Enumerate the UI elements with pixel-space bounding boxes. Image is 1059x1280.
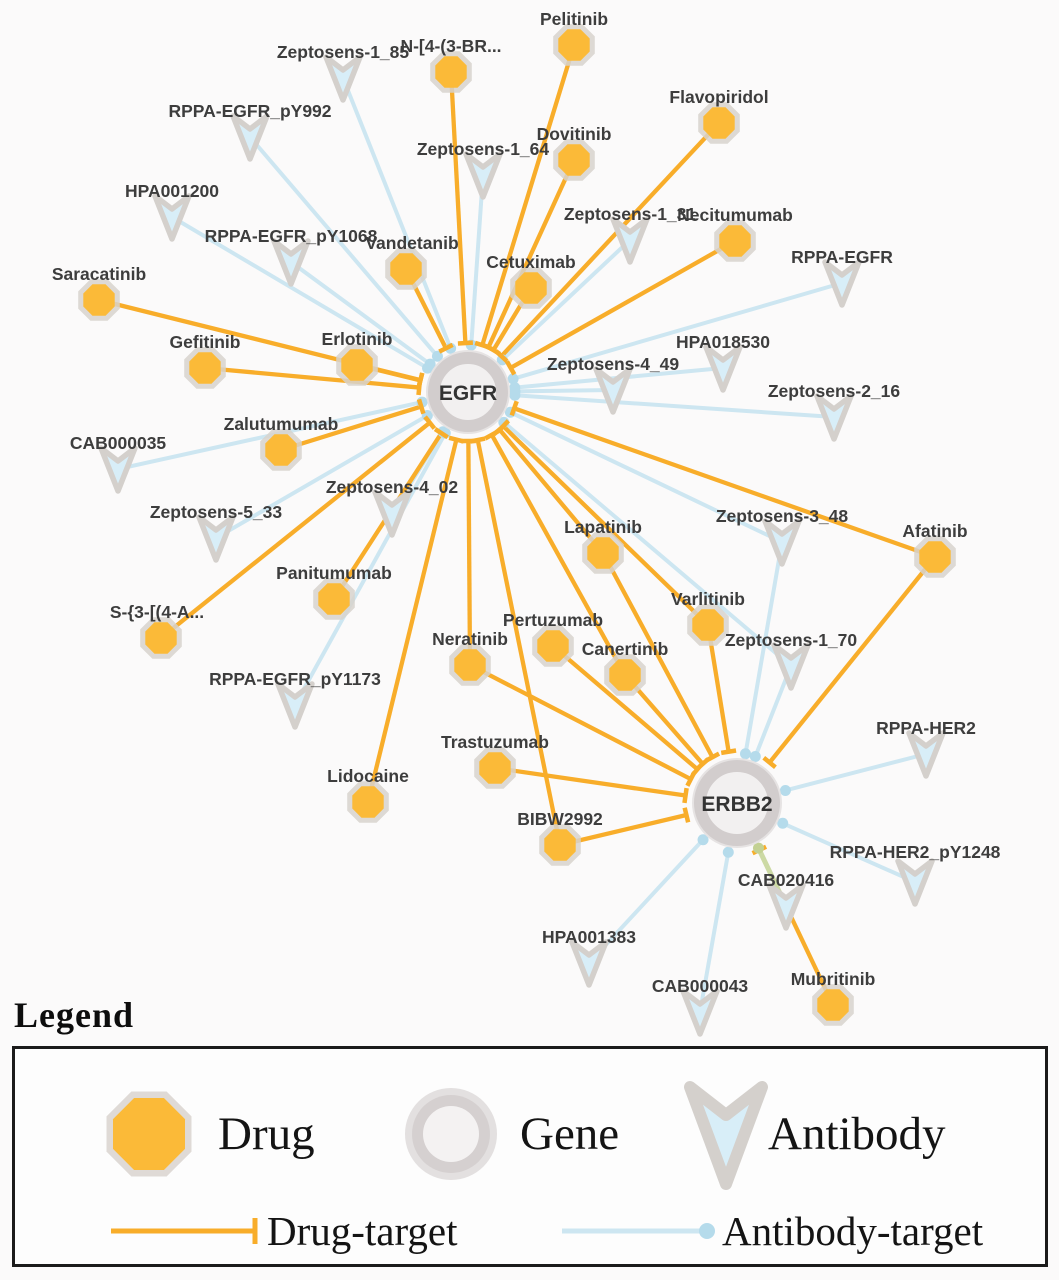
node-label-z1-31: Zeptosens-1_31	[563, 204, 697, 224]
edge-z1-64-egfr	[471, 175, 483, 345]
drug-node-dovitinib	[553, 139, 595, 181]
drug-node-necitumumab	[714, 220, 756, 262]
edge-n4-3br-egfr	[451, 72, 465, 343]
legend-title: Legend	[14, 995, 135, 1035]
legend-antibody-label: Antibody	[768, 1108, 946, 1160]
node-label-cab000043: CAB000043	[651, 976, 749, 996]
node-label-neratinib: Neratinib	[432, 629, 508, 649]
node-label-z1-85: Zeptosens-1_85	[276, 42, 410, 62]
node-label-trastuzumab: Trastuzumab	[441, 732, 549, 752]
node-label-py1068: RPPA-EGFR_pY1068	[204, 226, 378, 246]
drug-node-saracatinib	[78, 279, 120, 321]
dot-z1-70	[750, 751, 761, 762]
antibody-node-cab000035	[101, 448, 135, 491]
antibody-target-edge-icon	[558, 1215, 723, 1247]
edge-trastuzumab-erbb2	[495, 768, 686, 796]
legend-drug-target-label: Drug-target	[267, 1208, 458, 1254]
drug-node-bibw2992	[539, 824, 581, 866]
antibody-node-rppa-egfr	[825, 262, 859, 305]
antibody-node-cab000043	[683, 991, 717, 1034]
node-label-bibw2992: BIBW2992	[517, 809, 603, 829]
node-label-z1-70: Zeptosens-1_70	[724, 630, 858, 650]
node-label-lidocaine: Lidocaine	[327, 766, 409, 786]
antibody-node-rppa-her2	[909, 733, 943, 776]
drug-node-trastuzumab	[474, 747, 516, 789]
drug-node-varlitinib	[687, 604, 729, 646]
node-label-necitumumab: Necitumumab	[677, 205, 793, 225]
node-label-cab000035: CAB000035	[69, 433, 167, 453]
antibody-node-cab020416	[769, 885, 803, 928]
node-label-canertinib: Canertinib	[581, 639, 669, 659]
drug-node-panitumumab	[313, 578, 355, 620]
antibody-node-z3-48	[765, 521, 799, 564]
drug-node-lidocaine	[347, 781, 389, 823]
node-label-gefitinib: Gefitinib	[169, 332, 241, 352]
node-label-hpa018530: HPA018530	[675, 332, 771, 352]
drug-node-neratinib	[449, 644, 491, 686]
gene-label-EGFR: EGFR	[438, 382, 498, 405]
drug-node-mubritinib	[812, 984, 854, 1026]
tee-necitumumab	[507, 361, 514, 374]
node-label-erlotinib: Erlotinib	[321, 329, 393, 349]
node-label-z5-33: Zeptosens-5_33	[149, 502, 283, 522]
drug-node-lapatinib	[582, 532, 624, 574]
node-label-lapatinib: Lapatinib	[564, 517, 642, 537]
tee-trastuzumab	[684, 788, 686, 803]
drug-node-afatinib	[914, 536, 956, 578]
antibody-node-z1-64	[466, 154, 500, 197]
dot-cab000043	[723, 847, 734, 858]
antibody-node-z1-31	[613, 219, 647, 262]
legend-antibody-target-label: Antibody-target	[722, 1208, 984, 1254]
node-label-afatinib: Afatinib	[902, 521, 968, 541]
drug-node-n4-3br	[430, 51, 472, 93]
node-label-saracatinib: Saracatinib	[51, 264, 147, 284]
node-label-zalutumumab: Zalutumumab	[223, 414, 339, 434]
antibody-node-z5-33	[199, 517, 233, 560]
node-label-pertuzumab: Pertuzumab	[502, 610, 604, 630]
node-label-z4-02: Zeptosens-4_02	[325, 477, 459, 497]
drug-node-pertuzumab	[532, 625, 574, 667]
node-label-varlitinib: Varlitinib	[671, 589, 745, 609]
antibody-node-icon	[678, 1077, 774, 1193]
node-label-panitumumab: Panitumumab	[276, 563, 392, 583]
node-labels	[52, 9, 1001, 996]
tee-canertinib	[485, 431, 498, 438]
antibody-node-py1068	[274, 241, 308, 284]
node-label-z3-48: Zeptosens-3_48	[715, 506, 849, 526]
node-label-hpa001383: HPA001383	[541, 927, 637, 947]
node-label-rppa-her2: RPPA-HER2	[876, 718, 976, 738]
antibody-node-z1-85	[326, 57, 360, 100]
antibody-node-z1-70	[774, 645, 808, 688]
drug-node-icon	[101, 1086, 197, 1182]
antibody-node-py1248	[898, 861, 932, 904]
node-label-py1248: RPPA-HER2_pY1248	[829, 842, 1001, 862]
gene-node-icon	[403, 1086, 499, 1182]
tee-n4-3br	[458, 343, 473, 344]
legend-gene-label: Gene	[520, 1108, 620, 1160]
antibody-node-hpa001383	[572, 942, 606, 985]
node-label-cetuximab: Cetuximab	[486, 252, 576, 272]
antibody-node-py1173	[278, 684, 312, 727]
node-label-z2-16: Zeptosens-2_16	[767, 381, 901, 401]
dot-rppa-her2	[780, 785, 791, 796]
drug-node-cetuximab	[510, 267, 552, 309]
node-label-z4-49: Zeptosens-4_49	[546, 354, 680, 374]
drug-node-canertinib	[604, 654, 646, 696]
drug-node-zalutumumab	[260, 429, 302, 471]
node-label-flavopiridol: Flavopiridol	[669, 87, 769, 107]
node-label-py992: RPPA-EGFR_pY992	[168, 101, 332, 121]
node-label-s3-4a: S-{3-[(4-A...	[109, 602, 205, 622]
drug-node-s3-4a	[140, 617, 182, 659]
node-label-pelitinib: Pelitinib	[539, 9, 609, 29]
node-label-rppa-egfr: RPPA-EGFR	[791, 247, 893, 267]
legend-drug-label: Drug	[218, 1108, 315, 1160]
drug-target-edge-icon	[107, 1215, 272, 1247]
node-label-cab020416: CAB020416	[737, 870, 835, 890]
node-label-mubritinib: Mubritinib	[790, 969, 876, 989]
node-label-hpa001200: HPA001200	[124, 181, 220, 201]
node-label-py1173: RPPA-EGFR_pY1173	[209, 669, 381, 689]
edge-rppa-her2-erbb2	[785, 754, 926, 790]
node-label-z1-64: Zeptosens-1_64	[416, 139, 550, 159]
drug-node-gefitinib	[184, 347, 226, 389]
tee-bibw2992	[470, 439, 485, 442]
gene-label-ERBB2: ERBB2	[701, 793, 773, 816]
edge-z4-49-egfr	[515, 390, 613, 391]
legend-box	[12, 1046, 1048, 1267]
node-label-n4-3br: N-[4-(3-BR...	[400, 36, 502, 56]
tee-bibw2992	[685, 808, 688, 823]
node-label-dovitinib: Dovitinib	[536, 124, 612, 144]
drug-node-pelitinib	[553, 24, 595, 66]
drug-node-erlotinib	[336, 344, 378, 386]
node-label-vandetanib: Vandetanib	[365, 233, 459, 253]
drug-node-vandetanib	[385, 248, 427, 290]
drug-node-flavopiridol	[698, 102, 740, 144]
dot-z3-48	[740, 748, 751, 759]
tee-varlitinib	[721, 750, 736, 752]
dot-z2-16	[509, 390, 520, 401]
antibody-node-hpa001200	[155, 196, 189, 239]
